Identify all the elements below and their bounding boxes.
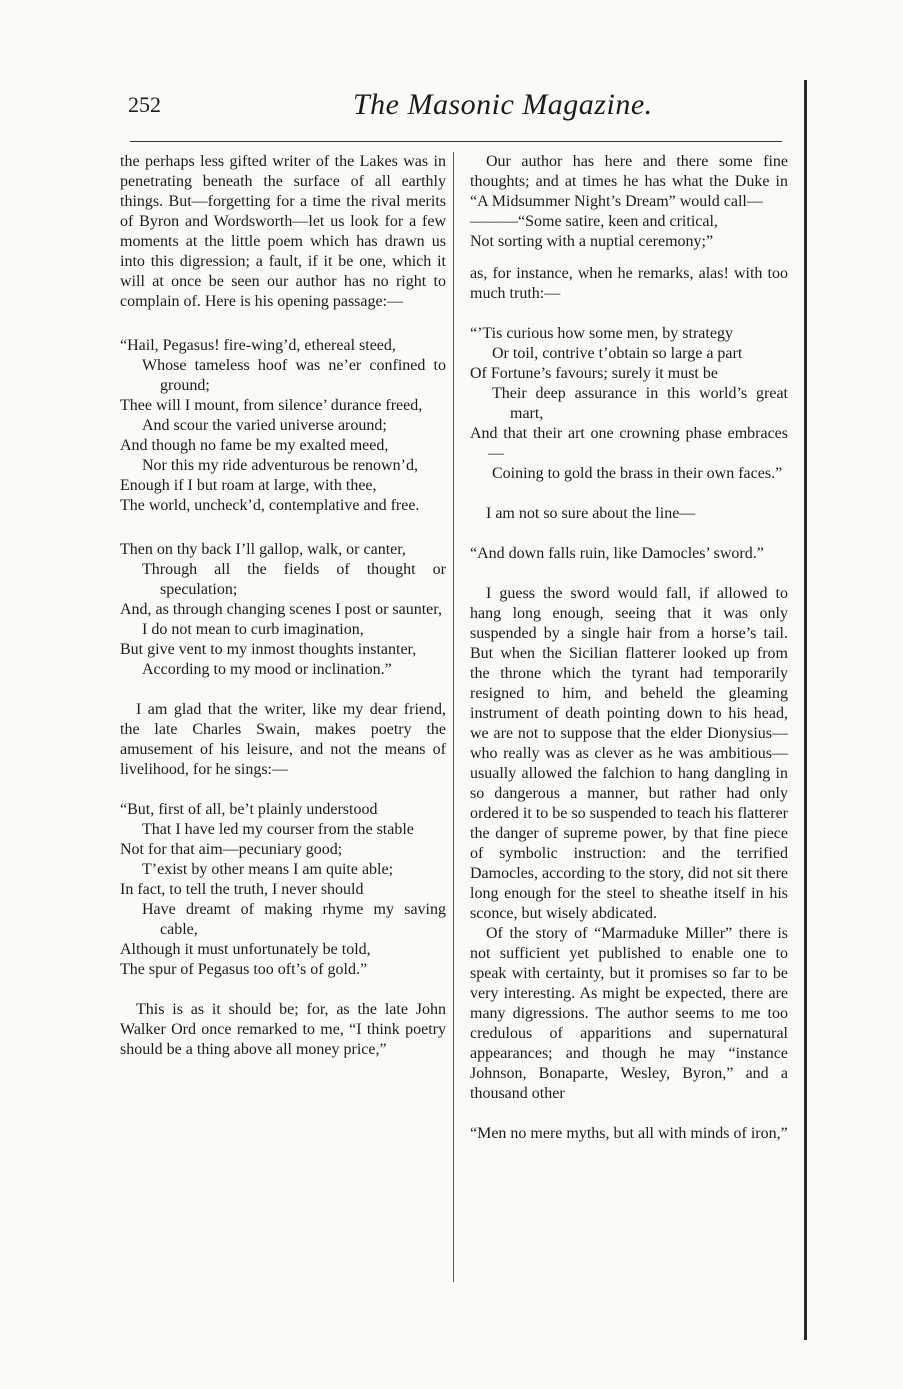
left-column <box>120 152 446 1060</box>
page-header <box>128 88 790 124</box>
right-column <box>470 152 788 1144</box>
paragraph: the perhaps less gifted writer of the Lakes was in penetrating beneath the surface of all earthly things. But—forgetting for a time the rival merits of Byron and Wordsworth—let us look for a few moments at the little poem which has drawn us into this digression; a fault, if it be one, which it will at once be seen our author has no right to complain of. Here is his opening passage:— <box>120 153 446 310</box>
column-divider <box>453 152 454 1282</box>
paragraph: Our author has here and there some fine thoughts; and at times he has what the Duke in “A Midsummer Night’s Dream” would call— <box>470 153 788 210</box>
quoted-lines <box>470 212 788 252</box>
poem-stanza <box>120 800 446 980</box>
paragraph: I am not so sure about the line— <box>486 505 696 522</box>
poem-line: “’Tis curious how some men, by strategy <box>470 325 733 342</box>
header-rule <box>130 141 782 142</box>
poem-line: In fact, to tell the truth, I never should <box>120 881 364 898</box>
quoted-lines <box>470 544 788 564</box>
paragraph: Of the story of “Marmaduke Miller” there is not sufficient yet published to enable one to speak with certainty, but it promises so far to be very interesting. As might be expected, there are many digressions. The author seems to me too credulous of apparitions and supernatural appearances; and though he may “instance Johnson, Bonaparte, Wesley, Byron,” and a thousand other <box>470 925 788 1102</box>
running-title: The Masonic Magazine. <box>353 88 653 121</box>
poem-line: Through all the fields of thought or speculation; <box>142 561 446 598</box>
poem-line: The spur of Pegasus too oft’s of gold.” <box>120 961 368 978</box>
poem-line: I do not mean to curb imagination, <box>142 621 364 638</box>
poem-line: Then on thy back I’ll gallop, walk, or canter, <box>120 541 406 558</box>
poem-line: The world, uncheck’d, contemplative and free. <box>120 497 420 514</box>
poem-line: Coining to gold the brass in their own faces.” <box>492 465 783 482</box>
poem-line: And that their art one crowning phase embraces— <box>470 425 788 462</box>
poem-line: But give vent to my inmost thoughts instanter, <box>120 641 417 658</box>
poem-line: Thee will I mount, from silence’ durance freed, <box>120 397 423 414</box>
poem-line: That I have led my courser from the stable <box>142 821 414 838</box>
paragraph: I am glad that the writer, like my dear friend, the late Charles Swain, makes poetry the amusement of his leisure, and not the means of livelihood, for he sings:— <box>120 701 446 778</box>
paragraph: as, for instance, when he remarks, alas! with too much truth:— <box>470 265 788 302</box>
poem-stanza <box>120 336 446 516</box>
paragraph: This is as it should be; for, as the late John Walker Ord once remarked to me, “I think poetry should be a thing above all money price,” <box>120 1001 446 1058</box>
page-edge-line <box>804 80 807 1340</box>
poem-line: Although it must unfortunately be told, <box>120 941 371 958</box>
poem-stanza <box>120 540 446 680</box>
poem-line: “Hail, Pegasus! fire-wing’d, ethereal steed, <box>120 337 396 354</box>
poem-line: ———“Some satire, keen and critical, <box>470 213 718 230</box>
poem-line: And scour the varied universe around; <box>142 417 387 434</box>
poem-line: Not sorting with a nuptial ceremony;” <box>470 233 714 250</box>
poem-line: And, as through changing scenes I post or saunter, <box>120 601 442 618</box>
poem-line: “And down falls ruin, like Damocles’ sword.” <box>470 545 764 562</box>
paragraph: I guess the sword would fall, if allowed to hang long enough, seeing that it was only suspended by a single hair from a horse’s tail. But when the Sicilian flatterer looked up from the throne which the tyrant had temporarily resigned to him, and beheld the gleaming instrument of death pointing down to his head, we are not to suppose that the elder Dionysius—who really was as clever as he was ambitious—usually allowed the falchion to hang dangling in so dangerous a manner, but rather had only ordered it to be so suspended to teach his flatterer the danger of supreme power, by that fine piece of symbolic instruction: and the terrified Damocles, according to the story, did not sit there long enough for the steel to sheathe itself in his sconce, but wisely abdicated. <box>470 585 788 922</box>
poem-line: Enough if I but roam at large, with thee, <box>120 477 377 494</box>
poem-line: Their deep assurance in this world’s great mart, <box>492 385 788 422</box>
poem-line: Or toil, contrive t’obtain so large a part <box>492 345 743 362</box>
poem-line: And though no fame be my exalted meed, <box>120 437 389 454</box>
poem-line: Whose tameless hoof was ne’er confined to ground; <box>142 357 446 394</box>
page-number: 252 <box>128 92 161 117</box>
poem-line: T’exist by other means I am quite able; <box>142 861 394 878</box>
quoted-lines <box>470 1124 788 1144</box>
poem-stanza <box>470 324 788 484</box>
poem-line: According to my mood or inclination.” <box>142 661 392 678</box>
poem-line: Nor this my ride adventurous be renown’d, <box>142 457 418 474</box>
poem-line: Not for that aim—pecuniary good; <box>120 841 343 858</box>
poem-line: Have dreamt of making rhyme my saving cable, <box>142 901 446 938</box>
poem-line: “But, first of all, be’t plainly understood <box>120 801 378 818</box>
poem-line: “Men no mere myths, but all with minds of iron,” <box>470 1125 788 1142</box>
poem-line: Of Fortune’s favours; surely it must be <box>470 365 718 382</box>
